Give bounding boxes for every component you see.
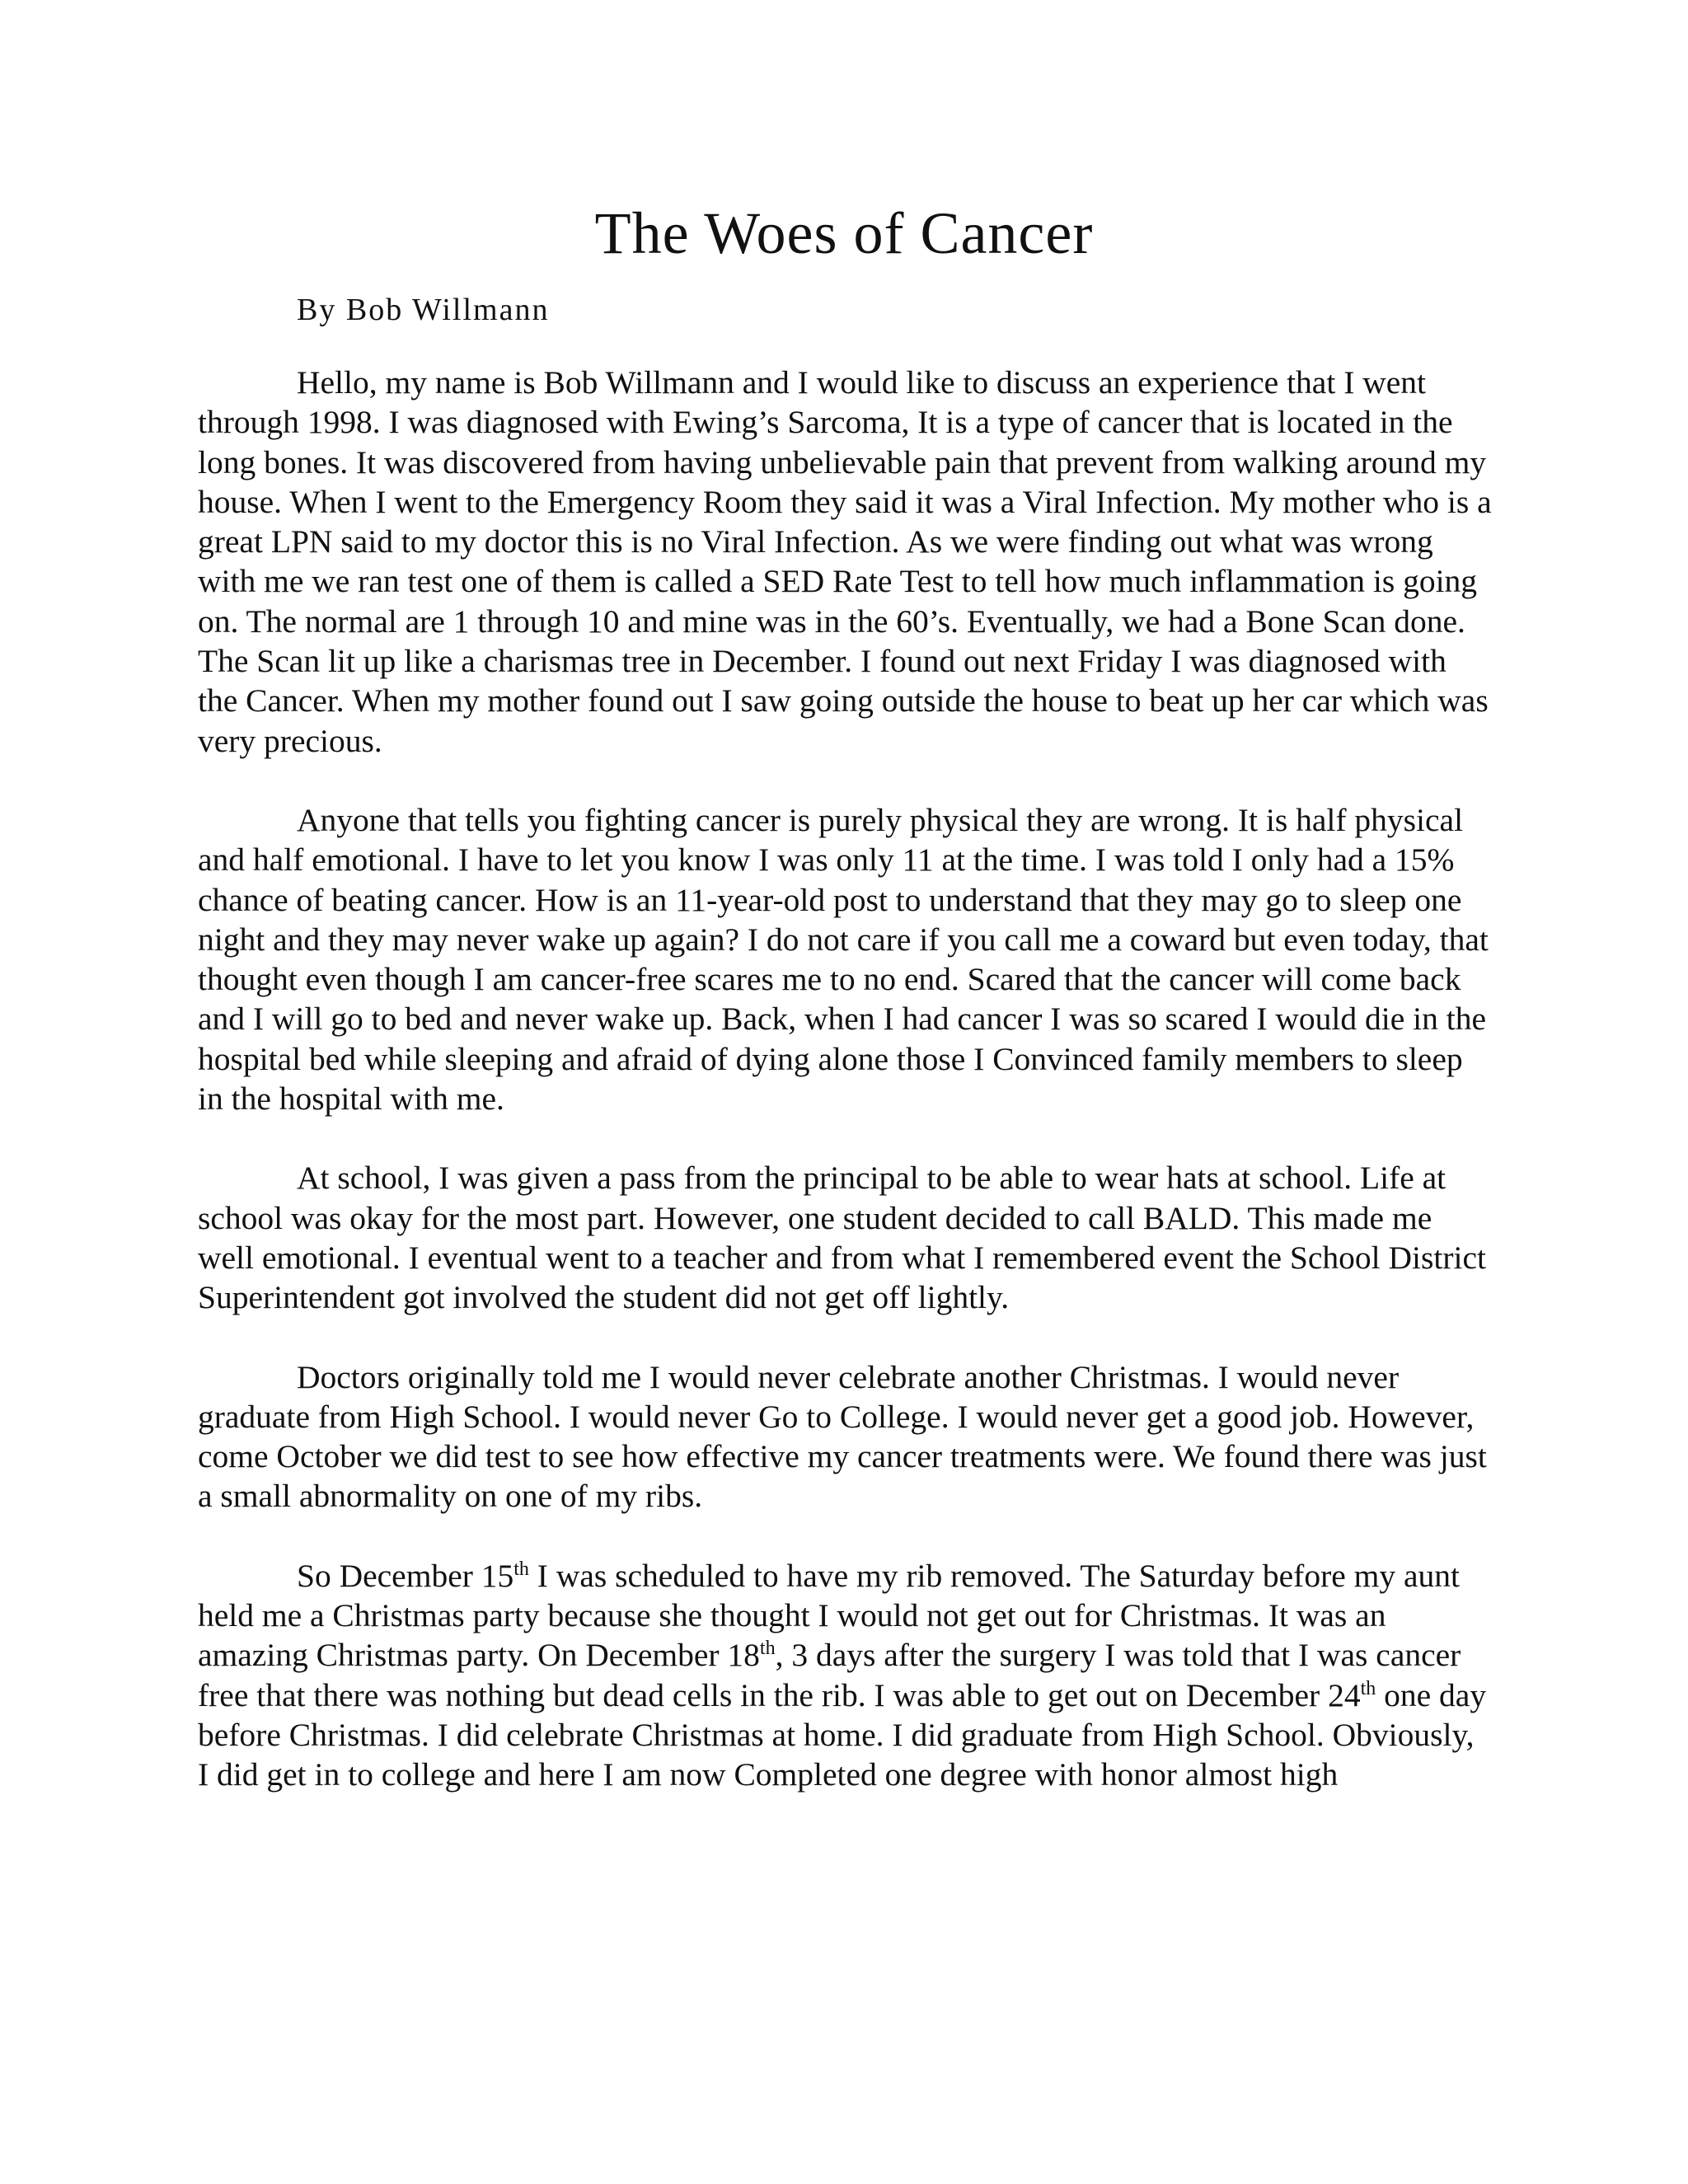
- ordinal-superscript: th: [1360, 1677, 1376, 1699]
- body-paragraph: [198, 1158, 1492, 1317]
- document-byline: By Bob Willmann: [297, 293, 550, 327]
- paragraph-text: , 3 days after the surgery I was told that I was cancer free that there was nothing but dead cells in the rib. I was able to get out on December 24: [198, 1637, 1461, 1713]
- body-paragraph: [198, 1556, 1492, 1795]
- body-paragraph: [198, 1357, 1492, 1516]
- ordinal-superscript: th: [759, 1638, 776, 1660]
- paragraph-text: So December 15: [297, 1557, 514, 1594]
- paragraph-text: one day before Christmas. I did celebrate Christmas at home. I did graduate from High School. Obviously, I did get in to college and here I am now Completed one degree with honor almost high: [198, 1676, 1487, 1793]
- paragraph-text: Doctors originally told me I would never celebrate another Christmas. I would never graduate from High School. I would never Go to College. I would never get a good job. However, come October we did test to see how effective my cancer treatments were. We found there was just a small abnormality on one of my ribs.: [198, 1358, 1487, 1515]
- document-body: [198, 363, 1492, 1835]
- paragraph-text: At school, I was given a pass from the principal to be able to wear hats at school. Life at school was okay for the most part. However, one student decided to call BALD. This made me well emotional. I eventual went to a teacher and from what I remembered event the School District Superintendent got involved the student did not get off lightly.: [198, 1160, 1486, 1316]
- paragraph-text: Hello, my name is Bob Willmann and I would like to discuss an experience that I went through 1998. I was diagnosed with Ewing’s Sarcoma, It is a type of cancer that is located in the long bones. It was discovered from having unbelievable pain that prevent from walking around my house. When I went to the Emergency Room they said it was a Viral Infection. My mother who is a great LPN said to my doctor this is no Viral Infection. As we were finding out what was wrong with me we ran test one of them is called a SED Rate Test to tell how much inflammation is going on. The normal are 1 through 10 and mine was in the 60’s. Eventually, we had a Bone Scan done. The Scan lit up like a charismas tree in December. I found out next Friday I was diagnosed with the Cancer. When my mother found out I saw going outside the house to beat up her car which was very precious.: [198, 364, 1492, 759]
- body-paragraph: [198, 800, 1492, 1118]
- body-paragraph: [198, 363, 1492, 761]
- paragraph-text: I was scheduled to have my rib removed. The Saturday before my aunt held me a Christmas party because she thought I would not get out for Christmas. It was an amazing Christmas party. On December 18: [198, 1557, 1460, 1674]
- ordinal-superscript: th: [513, 1558, 529, 1580]
- document-title: The Woes of Cancer: [594, 200, 1094, 266]
- paragraph-text: Anyone that tells you fighting cancer is purely physical they are wrong. It is half physical and half emotional. I have to let you know I was only 11 at the time. I was told I only had a 15% chance of beating cancer. How is an 11-year-old post to understand that they may go to sleep one night and they may never wake up again? I do not care if you call me a coward but even today, that thought even though I am cancer-free scares me to no end. Scared that the cancer will come back and I will go to bed and never wake up. Back, when I had cancer I was so scared I would die in the hospital bed while sleeping and afraid of dying alone those I Convinced family members to sleep in the hospital with me.: [198, 801, 1489, 1118]
